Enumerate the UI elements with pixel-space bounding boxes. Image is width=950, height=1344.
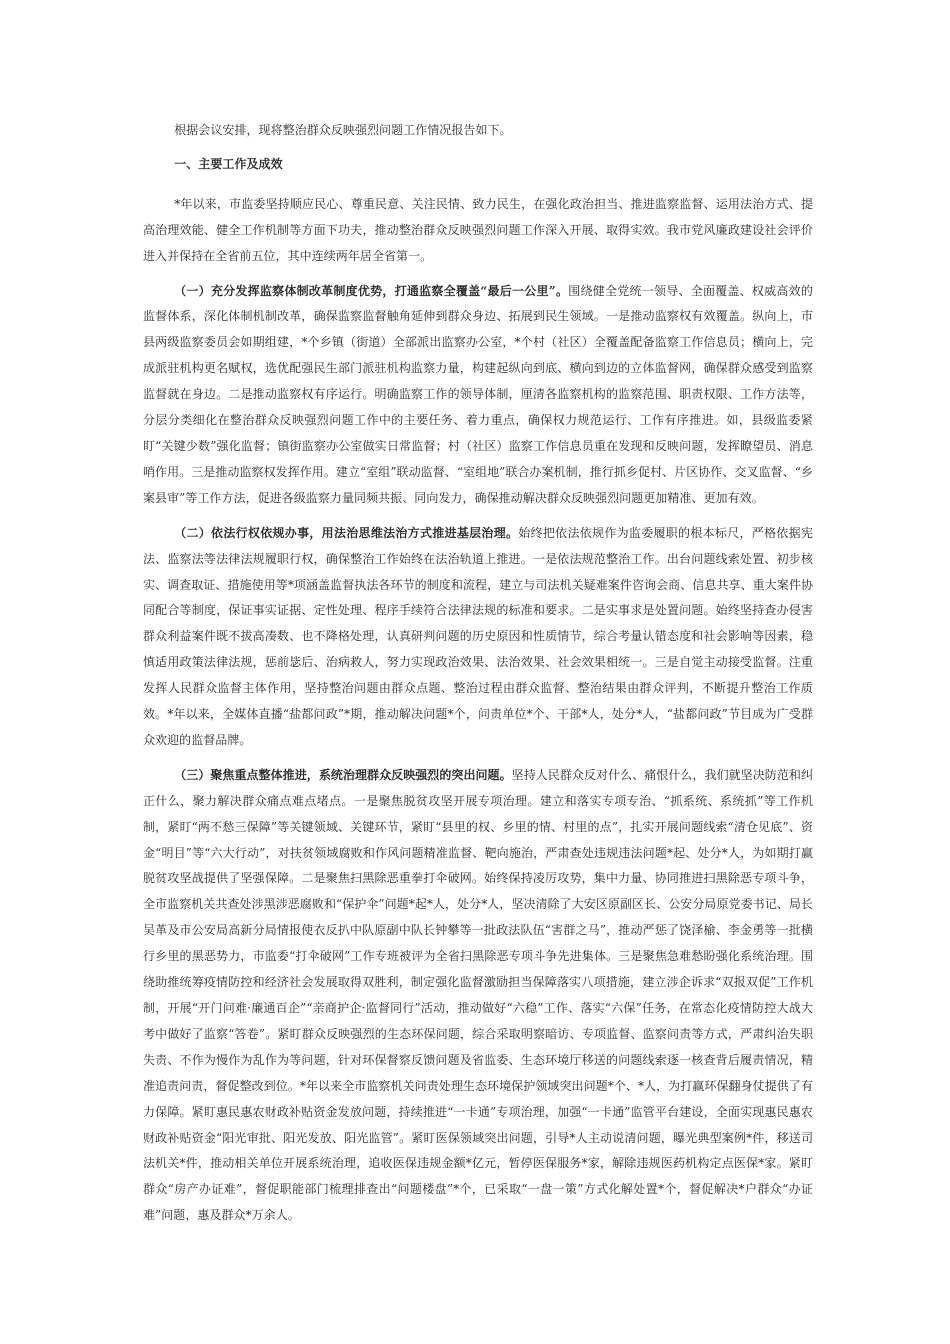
section-2-paragraph [143, 521, 813, 754]
overview-paragraph: *年以来，市监委坚持顺应民心、尊重民意、关注民情、致力民生，在强化政治担当、推进监察监督、运用法治方式、提高治理效能、健全工作机制等方面下功夫，推动整治群众反映强烈问题工作深入开展、取得实效。我市党风廉政建设社会评价进入并保持在全省前五位，其中连续两年居全省第一。 [143, 196, 813, 263]
section-3-paragraph [143, 763, 813, 1229]
section-heading: 一、主要工作及成效 [174, 156, 283, 171]
document-page [143, 118, 813, 1238]
section-1-paragraph [143, 279, 813, 512]
intro-paragraph: 根据会议安排，现将整治群众反映强烈问题工作情况报告如下。 [174, 123, 512, 137]
section-3-lead: （三）聚焦重点整体推进，系统治理群众反映强烈的突出问题。 [174, 767, 512, 782]
section-3-body: 坚持人民群众反对什么、痛恨什么，我们就坚决防范和纠正什么，聚力解决群众痛点难点堵点。一是聚焦脱贫攻坚开展专项治理。建立和落实专项专治、“抓系统、系统抓”等工作机制，紧盯“两不愁三保障”等关键领域、关键环节，紧盯“县里的权、乡里的情、村里的点”，扎实开展问题线索“清仓见底”、资金“明目”等“六大行动”，对扶贫领域腐败和作风问题精准监督、靶向施治，严肃查处违规违法问题*起、处分*人，为如期打赢脱贫攻坚战提供了坚强保障。二是聚焦扫黑除恶重拳打伞破网。始终保持凌厉攻势，集中力量、协同推进扫黑除恶专项斗争，全市监察机关共查处涉黑涉恶腐败和“保护伞”问题*起*人，处分*人，坚决清除了大安区原副区长、公安分局原党委书记、局长吴革及市公安局高新分局情报使衣反扒中队原副中队长钟攀等一批政法队伍“害群之马”，推动严惩了饶泽榆、李金勇等一批横行乡里的黑恶势力，市监委“打伞破网”工作专班被评为全省扫黑除恶专项斗争先进集体。三是聚焦急难愁盼强化系统治理。围绕助推统筹疫情防控和经济社会发展取得双胜利，制定强化监督激励担当保障落实八项措施，建立涉企诉求“双报双促”工作机制，开展“开门问难·廉通百企”“亲商护企·监督同行”活动，推动做好“六稳”工作、落实“六保”任务，在常态化疫情防控大战大考中做好了监察“答卷”。紧盯群众反映强烈的生态环保问题，综合采取明察暗访、专项监督、监察问责等方式，严肃纠治失职失责、不作为慢作为乱作为等问题，针对环保督察反馈问题及省监委、生态环境厅移送的问题线索逐一核查背后履责情况，精准追责问责，督促整改到位。*年以来全市监察机关问责处理生态环境保护领域突出问题*个、*人，为打赢环保翻身仗提供了有力保障。紧盯惠民惠农财政补贴资金发放问题，持续推进“一卡通”专项治理，加强“一卡通”监管平台建设，全面实现惠民惠农财政补贴资金“阳光审批、阳光发放、阳光监管”。紧盯医保领域突出问题，引导*人主动说清问题，曝光典型案例*件，移送司法机关*件，推动相关单位开展系统治理，追收医保违规金额*亿元，暂停医保服务*家，解除违规医药机构定点医保*家。紧盯群众“房产办证难”，督促职能部门梳理排查出“问题楼盘”*个，已采取“一盘一策”方式化解处置*个，督促解决*户群众“办证难”问题，惠及群众*万余人。 [143, 767, 813, 1223]
section-1-body: 围绕健全党统一领导、全面覆盖、权威高效的监督体系，深化体制机制改革，确保监察监督触角延伸到群众身边、拓展到民生领域。一是推动监察权有效覆盖。纵向上，市县两级监察委员会如期组建，*个乡镇（街道）全部派出监察办公室，*个村（社区）全覆盖配备监察工作信息员；横向上，完成派驻机构更名赋权，选优配强民生部门派驻机构监察力量，构建起纵向到底、横向到边的立体监督网，确保群众感受到监察监督就在身边。二是推动监察权有序运行。明确监察工作的领导体制，厘清各监察机构的监察范围、职责权限、工作方法等，分层分类细化在整治群众反映强烈问题工作中的主要任务、着力重点，确保权力规范运行、工作有序推进。如，县级监委紧盯“关键少数”强化监督；镇街监察办公室做实日常监督；村（社区）监察工作信息员重在发现和反映问题，发挥瞭望员、消息哨作用。三是推动监察权发挥作用。建立“室组”联动监督、“室组地”联合办案机制，推行抓乡促村、片区协作、交叉监督、“乡案县审”等工作方法，促进各级监察力量同频共振、同向发力，确保推动解决群众反映强烈问题更加精准、更加有效。 [143, 283, 813, 505]
section-2-lead: （二）依法行权依规办事，用法治思维法治方式推进基层治理。 [174, 525, 519, 540]
section-2-body: 始终把依法依规作为监委履职的根本标尺，严格依据宪法、监察法等法律法规履职行权，确保整治工作始终在法治轨道上推进。一是依法规范整治工作。出台问题线索处置、初步核实、调查取证、措施使用等*项涵盖监督执法各环节的制度和流程，建立与司法机关疑难案件咨询会商、信息共享、重大案件协同配合等制度，保证事实证据、定性处理、程序手续符合法律法规的标准和要求。二是实事求是处置问题。始终坚持查办侵害群众利益案件既不拔高凑数、也不降格处理，认真研判问题的历史原因和性质情节，综合考量认错态度和社会影响等因素，稳慎适用政策法律法规，惩前毖后、治病救人，努力实现政治效果、法治效果、社会效果相统一。三是自觉主动接受监督。注重发挥人民群众监督主体作用，坚持整治问题由群众点题、整治过程由群众监督、整治结果由群众评判，不断提升整治工作质效。*年以来，全媒体直播“盐都问政”*期，推动解决问题*个，问责单位*个、干部*人，处分*人，“盐都问政”节目成为广受群众欢迎的监督品牌。 [143, 525, 814, 747]
section-1-lead: （一）充分发挥监察体制改革制度优势，打通监察全覆盖“最后一公里”。 [174, 283, 569, 298]
